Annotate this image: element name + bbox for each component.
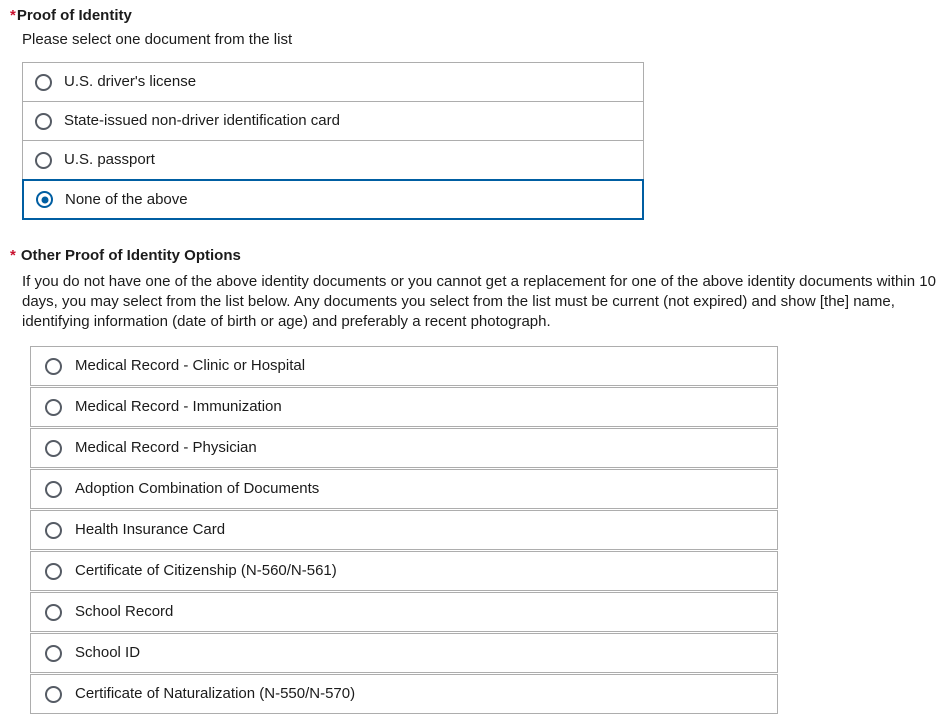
radio-option-health-insurance-card[interactable] (30, 510, 778, 550)
required-asterisk: * (10, 7, 16, 24)
radio-option-label: School ID (75, 644, 141, 661)
radio-icon[interactable] (45, 686, 62, 703)
radio-option-certificate-of-citizenship[interactable] (30, 551, 778, 591)
radio-option-medical-record-clinic-or-hospital[interactable] (30, 346, 778, 386)
radio-icon-selected[interactable] (36, 191, 53, 208)
other-proof-of-identity-options (30, 346, 778, 714)
radio-icon[interactable] (45, 604, 62, 621)
radio-option-adoption-combination-of-documents[interactable] (30, 469, 778, 509)
radio-option-medical-record-physician[interactable] (30, 428, 778, 468)
radio-icon[interactable] (35, 152, 52, 169)
radio-option-label: Certificate of Citizenship (N-560/N-561) (75, 562, 337, 579)
radio-option-school-record[interactable] (30, 592, 778, 632)
radio-option-label: School Record (75, 603, 174, 620)
radio-option-none-of-the-above[interactable] (22, 179, 644, 220)
radio-option-certificate-of-naturalization[interactable] (30, 674, 778, 714)
proof-of-identity-hint: Please select one document from the list (22, 31, 293, 48)
radio-option-medical-record-immunization[interactable] (30, 387, 778, 427)
radio-option-label: Medical Record - Physician (75, 439, 257, 456)
other-options-title: Other Proof of Identity Options (20, 247, 241, 264)
radio-icon[interactable] (35, 74, 52, 91)
radio-icon[interactable] (45, 645, 62, 662)
radio-option-state-issued-id[interactable] (23, 102, 643, 141)
radio-icon[interactable] (45, 358, 62, 375)
proof-of-identity-options (22, 62, 644, 220)
radio-option-label: U.S. driver's license (64, 73, 197, 90)
other-proof-of-identity-heading (10, 246, 938, 266)
other-proof-of-identity-hint: If you do not have one of the above identity documents or you cannot get a replacement for one of the above identity documents within 10 days, you may select from the list below. Any documents you select from the list must be current (not expired) and show [the] name, identifying information (date of birth or age) and preferably a recent photograph. (22, 273, 936, 330)
radio-option-label: U.S. passport (64, 151, 155, 168)
required-asterisk: * (10, 247, 16, 264)
radio-option-label: Adoption Combination of Documents (75, 480, 320, 497)
radio-icon[interactable] (45, 563, 62, 580)
radio-option-label: Medical Record - Clinic or Hospital (75, 357, 306, 374)
radio-option-label: State-issued non-driver identification card (64, 112, 340, 129)
radio-icon[interactable] (45, 399, 62, 416)
radio-icon[interactable] (35, 113, 52, 130)
radio-option-label: Certificate of Naturalization (N-550/N-570) (75, 685, 356, 702)
radio-option-label: Medical Record - Immunization (75, 398, 282, 415)
page-title: Proof of Identity (16, 7, 132, 24)
radio-option-school-id[interactable] (30, 633, 778, 673)
radio-option-label: None of the above (65, 190, 188, 208)
radio-icon[interactable] (45, 481, 62, 498)
radio-option-us-passport[interactable] (23, 141, 643, 180)
radio-icon[interactable] (45, 522, 62, 539)
radio-icon[interactable] (45, 440, 62, 457)
radio-option-label: Health Insurance Card (75, 521, 226, 538)
proof-of-identity-heading (10, 6, 938, 26)
radio-option-us-drivers-license[interactable] (23, 63, 643, 102)
